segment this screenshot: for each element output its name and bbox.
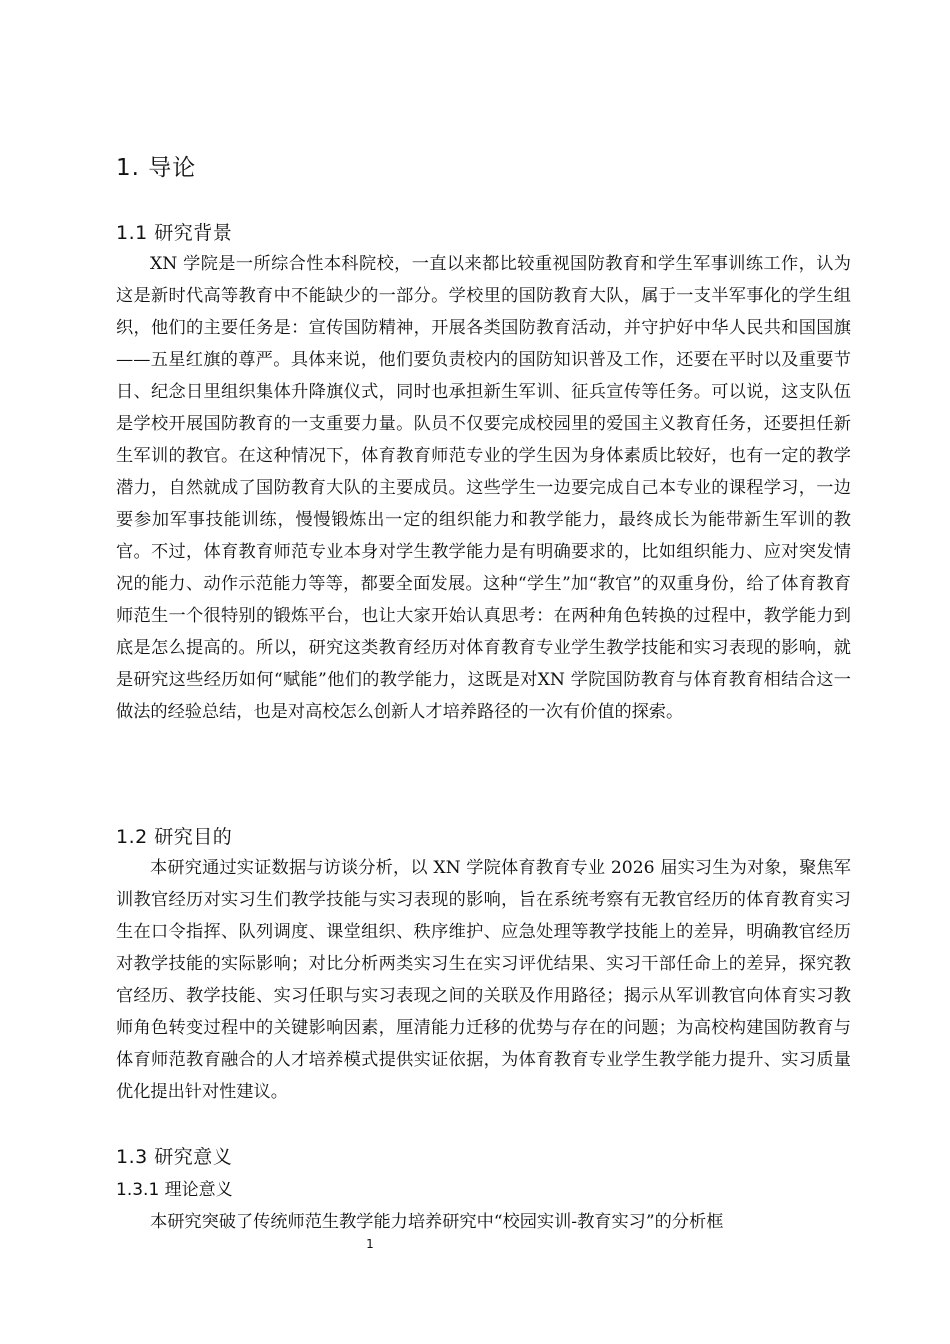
- section-heading-background: 1.1 研究背景: [116, 222, 233, 244]
- chapter-title: 1. 导论: [116, 155, 197, 181]
- subsection-heading-theory: 1.3.1 理论意义: [116, 1180, 233, 1200]
- section-paragraph-purpose: 本研究通过实证数据与访谈分析，以 XN 学院体育教育专业 2026 届实习生为对象，聚焦军训教官经历对实习生们教学技能与实习表现的影响，旨在系统考察有无教官经历的体育教育实习生在口令指挥、队列调度、课堂组织、秩序维护、应急处理等教学技能上的差异，明确教官经历对教学技能的实际影响；对比分析两类实习生在实习评优结果、实习干部任命上的差异，探究教官经历、教学技能、实习任职与实习表现之间的关联及作用路径；揭示从军训教官向体育实习教师角色转变过程中的关键影响因素，厘清能力迁移的优势与存在的问题；为高校构建国防教育与体育师范教育融合的人才培养模式提供实证依据，为体育教育专业学生教学能力提升、实习质量优化提出针对性建议。: [116, 858, 851, 1102]
- section-heading-purpose: 1.2 研究目的: [116, 826, 233, 848]
- section-paragraph-background: XN 学院是一所综合性本科院校，一直以来都比较重视国防教育和学生军事训练工作，认为这是新时代高等教育中不能缺少的一部分。学校里的国防教育大队，属于一支半军事化的学生组织，他们的主要任务是：宣传国防精神，开展各类国防教育活动，并守护好中华人民共和国国旗——五星红旗的尊严。具体来说，他们要负责校内的国防知识普及工作，还要在平时以及重要节日、纪念日里组织集体升降旗仪式，同时也承担新生军训、征兵宣传等任务。可以说，这支队伍是学校开展国防教育的一支重要力量。队员不仅要完成校园里的爱国主义教育任务，还要担任新生军训的教官。在这种情况下，体育教育师范专业的学生因为身体素质比较好，也有一定的教学潜力，自然就成了国防教育大队的主要成员。这些学生一边要完成自己本专业的课程学习，一边要参加军事技能训练，慢慢锻炼出一定的组织能力和教学能力，最终成长为能带新生军训的教官。不过，体育教育师范专业本身对学生教学能力是有明确要求的，比如组织能力、应对突发情况的能力、动作示范能力等等，都要全面发展。这种“学生”加“教官”的双重身份，给了体育教育师范生一个很特别的锻炼平台，也让大家开始认真思考：在两种角色转换的过程中，教学能力到底是怎么提高的。所以，研究这类教育经历对体育教育专业学生教学技能和实习表现的影响，就是研究这些经历如何“赋能”他们的教学能力，这既是对XN 学院国防教育与体育教育相结合这一做法的经验总结，也是对高校怎么创新人才培养路径的一次有价值的探索。: [116, 254, 851, 722]
- subsection-paragraph-theory: 本研究突破了传统师范生教学能力培养研究中“校园实训-教育实习”的分析框: [150, 1212, 724, 1232]
- page-number: 1: [366, 1237, 374, 1251]
- section-heading-significance: 1.3 研究意义: [116, 1146, 233, 1168]
